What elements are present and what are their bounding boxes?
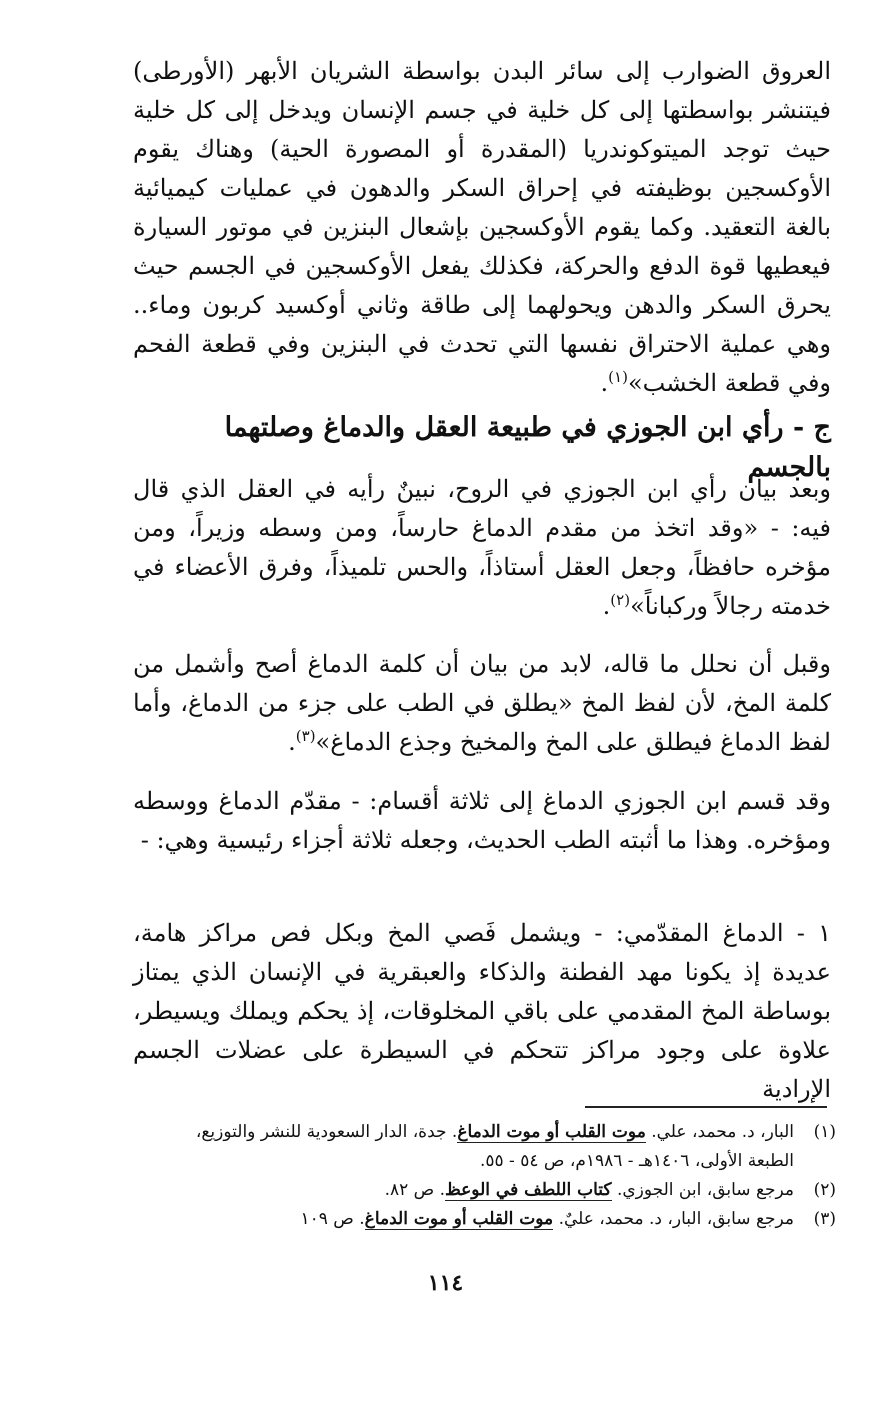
footnote-reference: (١) (608, 368, 628, 386)
footnote-text (150, 1176, 794, 1205)
footnote-author: البار، د. محمد، علي. (651, 1122, 794, 1142)
section-heading: ج - رأي ابن الجوزي في طبيعة العقل والدماغ وصلتهما بالجسم (224, 412, 831, 483)
body-paragraph (133, 645, 831, 762)
footnote-author: مرجع سابق، ابن الجوزي. (616, 1180, 794, 1200)
footnote (150, 1176, 836, 1205)
footnote-reference: (٢) (610, 591, 631, 609)
footnote-title: موت القلب أو موت الدماغ (364, 1209, 554, 1229)
paragraph-end: . (600, 369, 609, 397)
body-paragraph (133, 470, 831, 626)
paragraph-text: وقبل أن نحلل ما قاله، لابد من بيان أن كلمة الدماغ أصح وأشمل من كلمة المخ، لأن لفظ المخ «يطلق في الطب على جزء من الدماغ، وأما لفظ الدماغ فيطلق على المخ والمخيخ وجذع الدماغ» (133, 650, 831, 756)
footnotes (150, 1118, 836, 1234)
paragraph-end: . (602, 592, 611, 620)
footnote-details: . ص ١٠٩ (300, 1209, 365, 1229)
page-number: ١١٤ (427, 1270, 464, 1296)
body-paragraph (133, 782, 831, 860)
paragraph-end: . (288, 728, 296, 756)
footnote (150, 1205, 836, 1234)
paragraph-text: العروق الضوارب إلى سائر البدن بواسطة الشريان الأبهر (الأورطى) فيتنشر بواسطتها إلى كل خلية في جسم الإنسان ويدخل إلى كل خلية حيث توجد الميتوكوندريا (المقدرة أو المصورة الحية) وهناك يقوم الأوكسجين بوظيفته في إحراق السكر والدهون في عمليات كيميائية بالغة التعقيد. وكما يقوم الأوكسجين بإشعال البنزين في موتور السيارة فيعطيها قوة الدفع والحركة، فكذلك يفعل الأوكسجين في الجسم حيث يحرق السكر والدهن ويحولهما إلى طاقة وثاني أوكسيد كربون وماء.. وهي عملية الاحتراق نفسها التي تحدث في البنزين وفي قطعة الفحم وفي قطعة الخشب» (133, 57, 831, 397)
footnote-number: (١) (813, 1122, 836, 1142)
footnote-reference: (٣) (295, 727, 316, 745)
paragraph-text: وبعد بيان رأي ابن الجوزي في الروح، نبينٌ رأيه في العقل الذي قال فيه: - «وقد اتخذ من مقدم الدماغ حارساً، ومن وسطه وزيراً، ومن مؤخره حافظاً، وجعل العقل أستاذاً، والحس تلميذاً، وفرق الأعضاء في خدمته رجالاً وركباناً» (133, 475, 831, 620)
footnote-separator (585, 1106, 827, 1108)
footnote-title: كتاب اللطف في الوعظ (445, 1180, 612, 1200)
body-paragraph (133, 914, 831, 1109)
footnote-title: موت القلب أو موت الدماغ (457, 1122, 646, 1142)
footnote (150, 1118, 836, 1176)
footnote-details: . ص ٨٢. (384, 1180, 446, 1200)
footnote-text (150, 1118, 794, 1176)
footnote-author: مرجع سابق، البار، د. محمد، عليٌ. (558, 1209, 794, 1229)
footnote-number: (٢) (813, 1180, 836, 1200)
footnote-details: . جدة، الدار السعودية للنشر والتوزيع، الطبعة الأولى، ١٤٠٦هـ - ١٩٨٦م، ص ٥٤ - ٥٥. (195, 1122, 794, 1171)
footnote-number: (٣) (813, 1209, 836, 1229)
paragraph-text: وقد قسم ابن الجوزي الدماغ إلى ثلاثة أقسام: - مقدّم الدماغ ووسطه ومؤخره. وهذا ما أثبته الطب الحديث، وجعله ثلاثة أجزاء رئيسية وهي: - (133, 787, 831, 854)
body-paragraph (133, 52, 831, 403)
paragraph-text: ١ - الدماغ المقدّمي: - ويشمل فَصي المخ وبكل فص مراكز هامة، عديدة إذ يكونا مهد الفطنة والذكاء والعبقرية في الإنسان الذي يمتاز بوساطة المخ المقدمي على باقي المخلوقات، إذ يحكم ويملك ويسيطر، علاوة على وجود مراكز تتحكم في السيطرة على عضلات الجسم الإرادية (133, 919, 831, 1103)
footnote-text (150, 1205, 794, 1234)
